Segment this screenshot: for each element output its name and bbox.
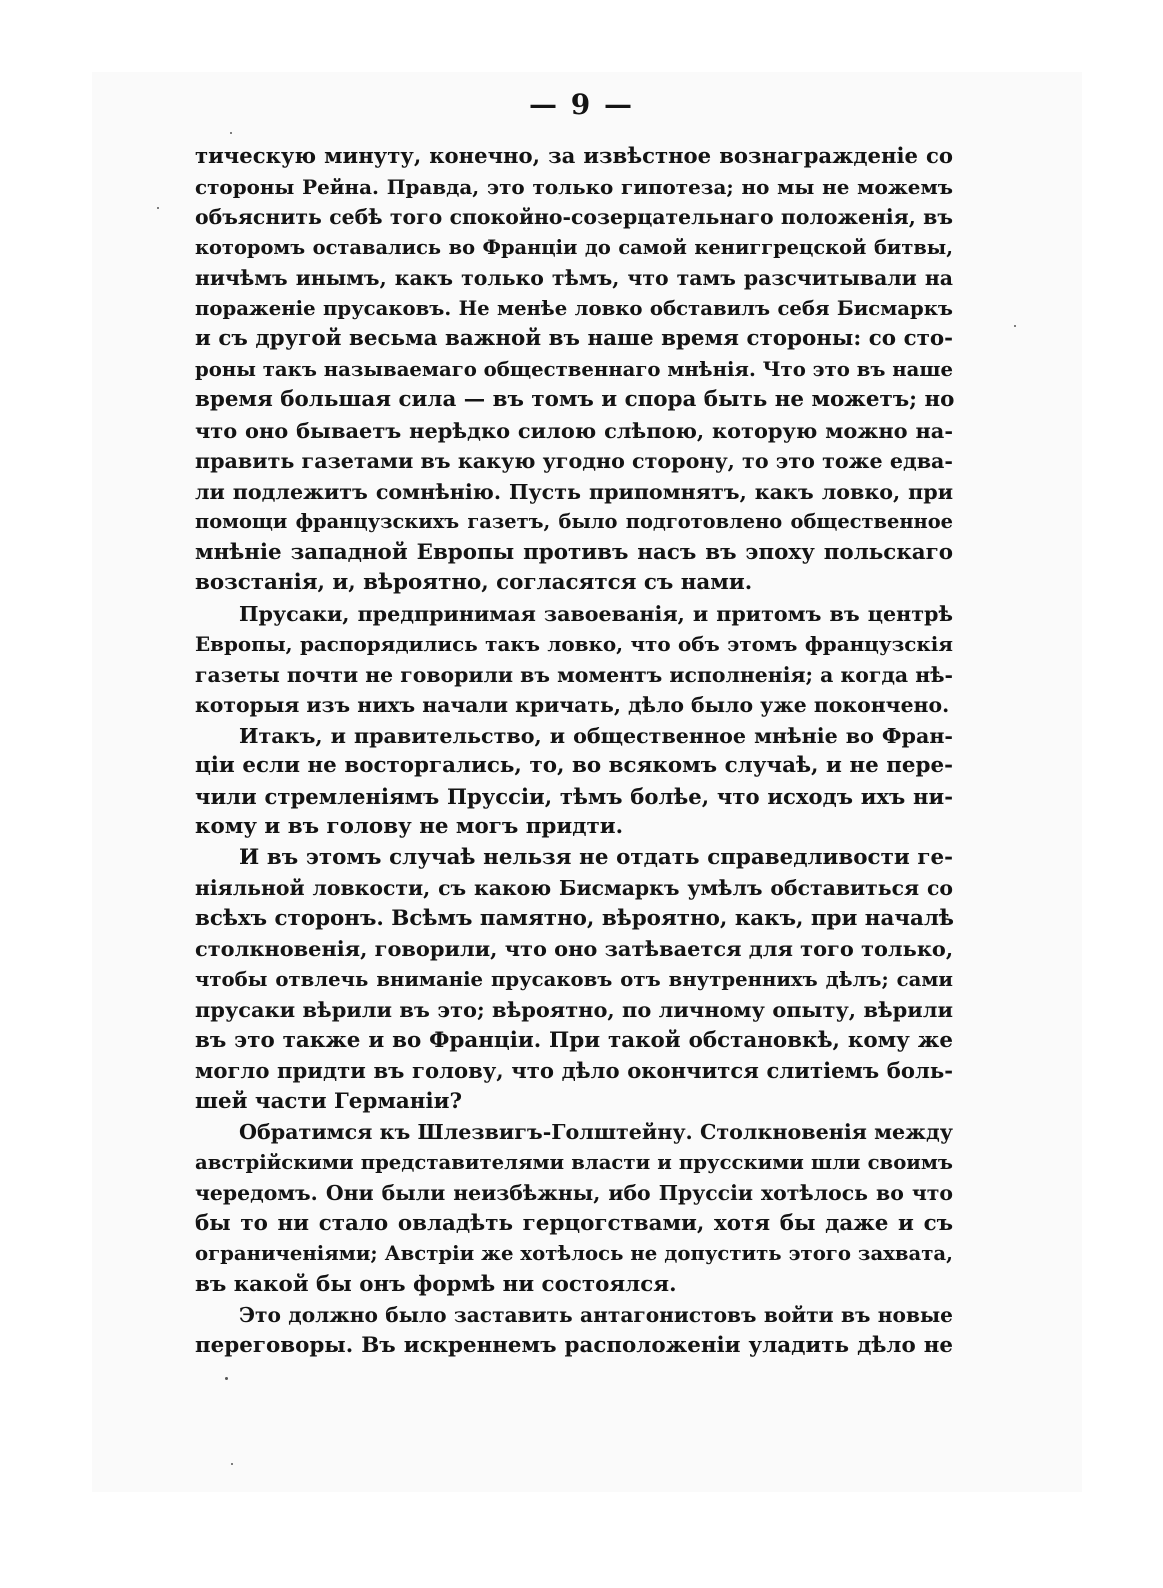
scan-speck [225, 1377, 228, 1380]
paragraph [195, 721, 953, 843]
text-line: въ это также и во Франціи. При такой обстановкѣ, кому же [195, 1027, 953, 1053]
paragraph [195, 1117, 953, 1300]
text-line: чили стремленіямъ Пруссіи, тѣмъ болѣе, что исходъ ихъ ни- [195, 783, 953, 809]
text-line: объяснить себѣ того спокойно-созерцательнаго положенія, въ [195, 205, 953, 229]
text-line: прусаки вѣрили въ это; вѣроятно, по личному опыту, вѣрили [195, 997, 953, 1022]
paragraph [195, 843, 953, 1118]
text-line: возстанія, и, вѣроятно, согласятся съ нами. [195, 570, 753, 595]
text-line: могло придти въ голову, что дѣло окончится слитіемъ боль- [195, 1058, 953, 1083]
text-line: столкновенія, говорили, что оно затѣвается для того только, [195, 936, 954, 961]
paragraph [195, 1300, 953, 1361]
text-line: чтобы отвлечь вниманіе прусаковъ отъ внутреннихъ дѣлъ; сами [195, 967, 953, 991]
scan-speck [230, 132, 232, 134]
text-line: ограниченіями; Австріи же хотѣлось не допустить этого захвата, [195, 1242, 953, 1265]
paragraph [195, 141, 953, 599]
text-line: время большая сила — въ томъ и спора быть не можетъ; но [195, 387, 955, 412]
text-line: которомъ оставались во Франціи до самой кениггрецской битвы, [195, 235, 953, 259]
text-line: газеты почти не говорили въ моментъ исполненія; а когда нѣ- [195, 662, 953, 687]
scan-speck [1014, 325, 1016, 327]
text-line: Итакъ, и правительство, и общественное мнѣніе во Фран- [239, 723, 953, 748]
text-line: стороны Рейна. Правда, это только гипотеза; но мы не можемъ [195, 174, 953, 199]
text-line: мнѣніе западной Европы противъ насъ въ эпоху польскаго [195, 539, 953, 565]
text-line: Европы, распорядились такъ ловко, что объ этомъ французскія [195, 632, 953, 656]
text-line: Обратимся къ Шлезвигъ-Голштейну. Столкновенія между [239, 1120, 953, 1144]
text-line: помощи французскихъ газетъ, было подготовлено общественное [195, 510, 953, 533]
text-line: въ какой бы онъ формѣ ни состоялся. [195, 1271, 677, 1297]
paragraph [195, 599, 953, 721]
page-number: — 9 — [529, 88, 634, 121]
text-line: чередомъ. Они были неизбѣжны, ибо Пруссіи хотѣлось во что [195, 1181, 953, 1205]
text-line: кому и въ голову не могъ придти. [195, 814, 624, 839]
text-line: и съ другой весьма важной въ наше время стороны: со сто- [195, 326, 953, 351]
text-line: ничѣмъ инымъ, какъ только тѣмъ, что тамъ разсчитывали на [195, 266, 953, 290]
text-line: переговоры. Въ искреннемъ расположеніи уладить дѣло не [195, 1332, 953, 1358]
scan-speck [157, 207, 159, 209]
text-line: Это должно было заставить антагонистовъ войти въ новые [239, 1303, 953, 1327]
text-line: бы то ни стало овладѣть герцогствами, хотя бы даже и съ [195, 1210, 953, 1236]
text-line: всѣхъ сторонъ. Всѣмъ памятно, вѣроятно, какъ, при началѣ [195, 905, 954, 931]
text-line: шей части Германіи? [195, 1088, 462, 1114]
text-line: что оно бываетъ нерѣдко силою слѣпою, которую можно на- [195, 417, 953, 443]
text-line: ли подлежитъ сомнѣнію. Пусть припомнятъ, какъ ловко, при [195, 479, 953, 504]
text-line: править газетами въ какую угодно сторону, то это тоже едва- [195, 449, 953, 473]
scan-speck [231, 1463, 233, 1465]
text-line: роны такъ называемаго общественнаго мнѣнія. Что это въ наше [195, 357, 953, 381]
text-line: которыя изъ нихъ начали кричать, дѣло было уже покончено. [195, 693, 950, 717]
text-line: Прусаки, предпринимая завоеванія, и притомъ въ центрѣ [239, 601, 953, 626]
text-line: тическую минуту, конечно, за извѣстное вознагражденіе со [195, 143, 953, 168]
body-text [195, 141, 953, 1361]
text-line: пораженіе прусаковъ. Не менѣе ловко обставилъ себя Бисмаркъ [195, 296, 953, 320]
text-line: австрійскими представителями власти и прусскими шли своимъ [195, 1150, 953, 1174]
text-line: И въ этомъ случаѣ нельзя не отдать справедливости ге- [239, 844, 953, 870]
text-line: ціи если не восторгались, то, во всякомъ случаѣ, и не пере- [195, 753, 953, 778]
text-line: ніяльной ловкости, съ какою Бисмаркъ умѣлъ обставиться со [195, 876, 953, 900]
